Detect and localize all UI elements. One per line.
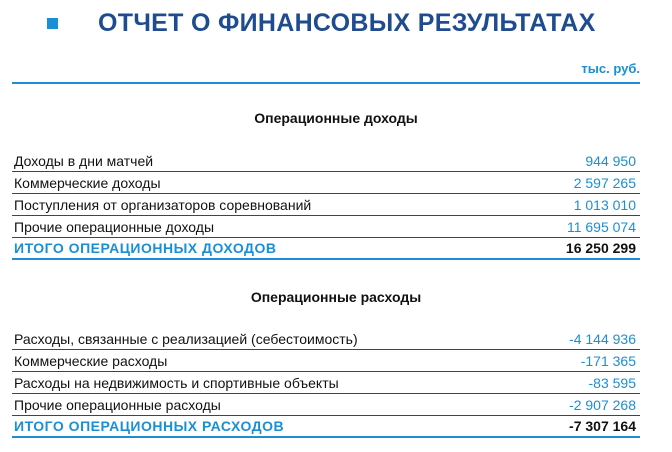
income-table [12, 150, 640, 260]
income-total-row [12, 238, 640, 260]
table-row [12, 150, 640, 172]
table-row [12, 216, 640, 238]
expenses-total-row [12, 416, 640, 438]
table-row [12, 350, 640, 372]
expenses-table [12, 328, 640, 438]
row-label: Доходы в дни матчей [14, 153, 154, 169]
row-value: 11 695 074 [566, 219, 636, 235]
total-label: ИТОГО ОПЕРАЦИОННЫХ ДОХОДОВ [14, 240, 277, 256]
row-label: Коммерческие доходы [14, 175, 161, 191]
title-bullet-square-icon [47, 18, 58, 29]
row-value: -2 907 268 [569, 397, 636, 413]
row-label: Расходы на недвижимость и спортивные объекты [14, 375, 339, 391]
row-value: -4 144 936 [569, 331, 636, 347]
row-value: 2 597 265 [573, 175, 636, 191]
row-label: Расходы, связанные с реализацией (себестоимость) [14, 331, 358, 347]
page-title: ОТЧЕТ О ФИНАНСОВЫХ РЕЗУЛЬТАТАХ [98, 9, 596, 37]
row-value: 1 013 010 [573, 197, 636, 213]
row-value: -83 595 [588, 375, 636, 391]
expenses-section-title: Операционные расходы [250, 289, 422, 305]
table-row [12, 172, 640, 194]
table-row [12, 194, 640, 216]
income-section-title: Операционные доходы [254, 110, 418, 126]
row-label: Коммерческие расходы [14, 353, 168, 369]
total-value: 16 250 299 [565, 240, 636, 256]
table-row [12, 372, 640, 394]
row-value: -171 365 [580, 353, 636, 369]
total-label: ИТОГО ОПЕРАЦИОННЫХ РАСХОДОВ [14, 418, 285, 434]
row-label: Поступления от организаторов соревнований [14, 197, 312, 213]
units-label: тыс. руб. [581, 61, 640, 76]
header-divider [12, 82, 640, 84]
row-label: Прочие операционные расходы [14, 397, 221, 413]
row-value: 944 950 [585, 153, 636, 169]
report-header [0, 0, 672, 56]
total-value: -7 307 164 [569, 418, 636, 434]
table-row [12, 328, 640, 350]
table-row [12, 394, 640, 416]
row-label: Прочие операционные доходы [14, 219, 215, 235]
